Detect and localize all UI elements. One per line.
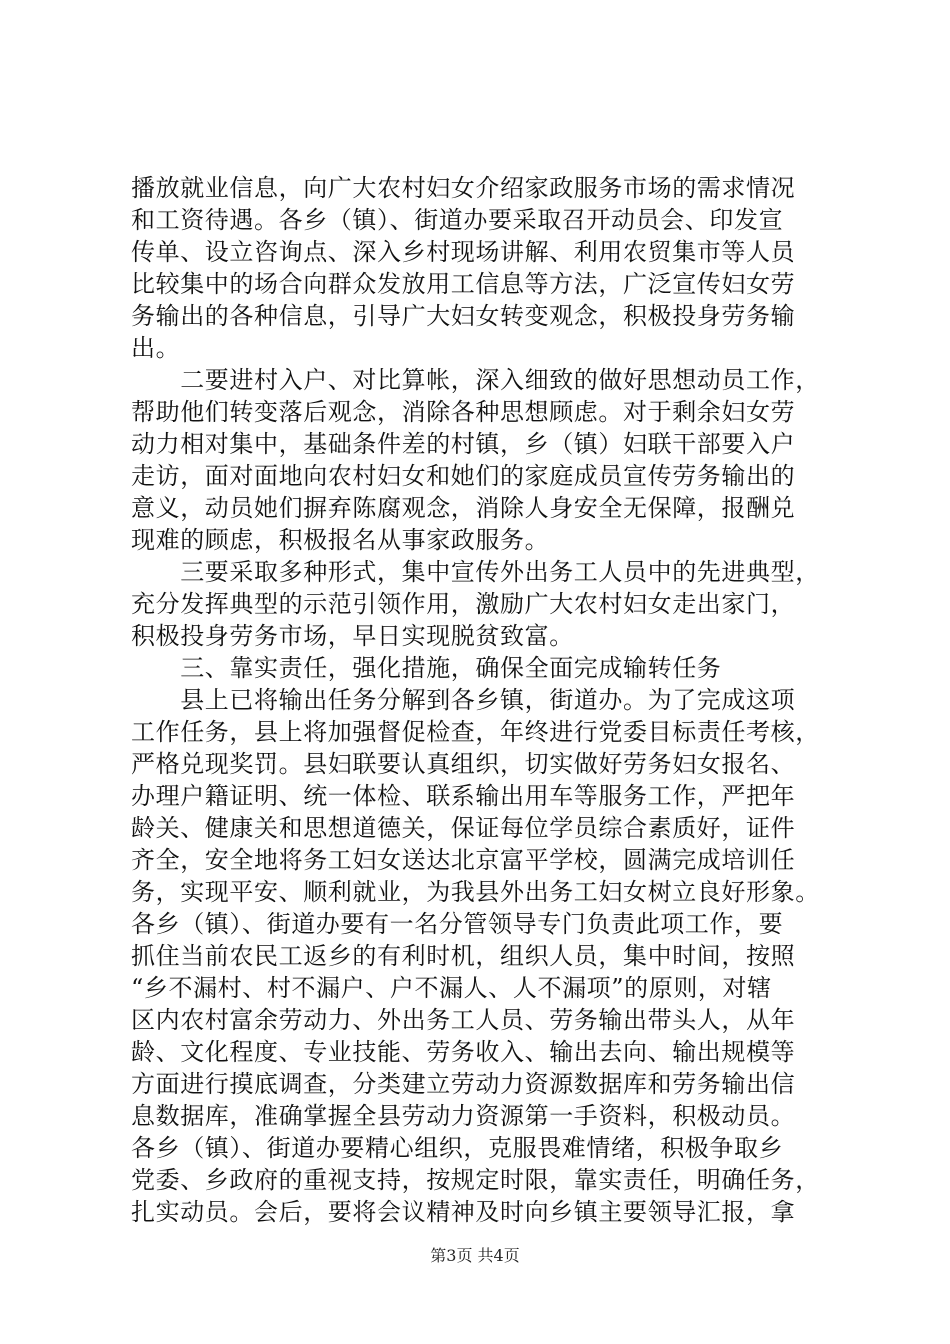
text-line: 各乡（镇）、街道办要有一名分管领导专门负责此项工作，要	[131, 910, 784, 938]
text-line: 工作任务，县上将加强督促检查，年终进行党委目标责任考核，	[131, 718, 820, 746]
text-line: “乡不漏村、村不漏户、户不漏人、人不漏项”的原则，对辖	[131, 974, 772, 1002]
text-line: 各乡（镇）、街道办要精心组织，克服畏难情绪，积极争取乡	[131, 1134, 784, 1162]
text-line: 办理户籍证明、统一体检、联系输出用车等服务工作，严把年	[131, 782, 796, 810]
text-line: 比较集中的场合向群众发放用工信息等方法，广泛宣传妇女劳	[131, 270, 796, 298]
text-line: 三要采取多种形式，集中宣传外出务工人员中的先进典型，	[131, 558, 820, 586]
text-line: 务，实现平安、顺利就业，为我县外出务工妇女树立良好形象。	[131, 878, 820, 906]
text-line: 齐全，安全地将务工妇女送达北京富平学校，圆满完成培训任	[131, 846, 796, 874]
text-line: 意义，动员她们摒弃陈腐观念，消除人身安全无保障，报酬兑	[131, 494, 796, 522]
text-line: 方面进行摸底调查，分类建立劳动力资源数据库和劳务输出信	[131, 1070, 796, 1098]
text-line: 积极投身劳务市场，早日实现脱贫致富。	[131, 622, 574, 650]
text-line: 县上已将输出任务分解到各乡镇，街道办。为了完成这项	[131, 686, 796, 714]
text-line: 充分发挥典型的示范引领作用，激励广大农村妇女走出家门，	[131, 590, 796, 618]
text-line: 帮助他们转变落后观念，消除各种思想顾虑。对于剩余妇女劳	[131, 398, 796, 426]
text-line: 走访，面对面地向农村妇女和她们的家庭成员宣传劳务输出的	[131, 462, 796, 490]
body-text	[131, 172, 831, 1228]
text-line: 抓住当前农民工返乡的有利时机，组织人员，集中时间，按照	[131, 942, 796, 970]
text-line: 龄、文化程度、专业技能、劳务收入、输出去向、输出规模等	[131, 1038, 796, 1066]
text-line: 息数据库，准确掌握全县劳动力资源第一手资料，积极动员。	[131, 1102, 796, 1130]
text-line: 三、靠实责任，强化措施，确保全面完成输转任务	[131, 654, 722, 682]
text-line: 二要进村入户、对比算帐，深入细致的做好思想动员工作，	[131, 366, 820, 394]
text-line: 动力相对集中，基础条件差的村镇，乡（镇）妇联干部要入户	[131, 430, 796, 458]
text-line: 党委、乡政府的重视支持，按规定时限，靠实责任，明确任务，	[131, 1166, 820, 1194]
text-line: 龄关、健康关和思想道德关，保证每位学员综合素质好，证件	[131, 814, 796, 842]
text-line: 区内农村富余劳动力、外出务工人员、劳务输出带头人，从年	[131, 1006, 796, 1034]
text-line: 严格兑现奖罚。县妇联要认真组织，切实做好劳务妇女报名、	[131, 750, 796, 778]
text-line: 扎实动员。会后，要将会议精神及时向乡镇主要领导汇报，拿	[131, 1198, 796, 1226]
text-line: 现难的顾虑，积极报名从事家政服务。	[131, 526, 550, 554]
text-line: 务输出的各种信息，引导广大妇女转变观念，积极投身劳务输	[131, 302, 796, 330]
page-number-footer: 第3页 共4页	[430, 1246, 520, 1265]
text-line: 出。	[131, 334, 181, 362]
text-line: 播放就业信息，向广大农村妇女介绍家政服务市场的需求情况	[131, 174, 796, 202]
text-line: 和工资待遇。各乡（镇）、街道办要采取召开动员会、印发宣	[131, 206, 784, 234]
text-line: 传单、设立咨询点、深入乡村现场讲解、利用农贸集市等人员	[131, 238, 796, 266]
